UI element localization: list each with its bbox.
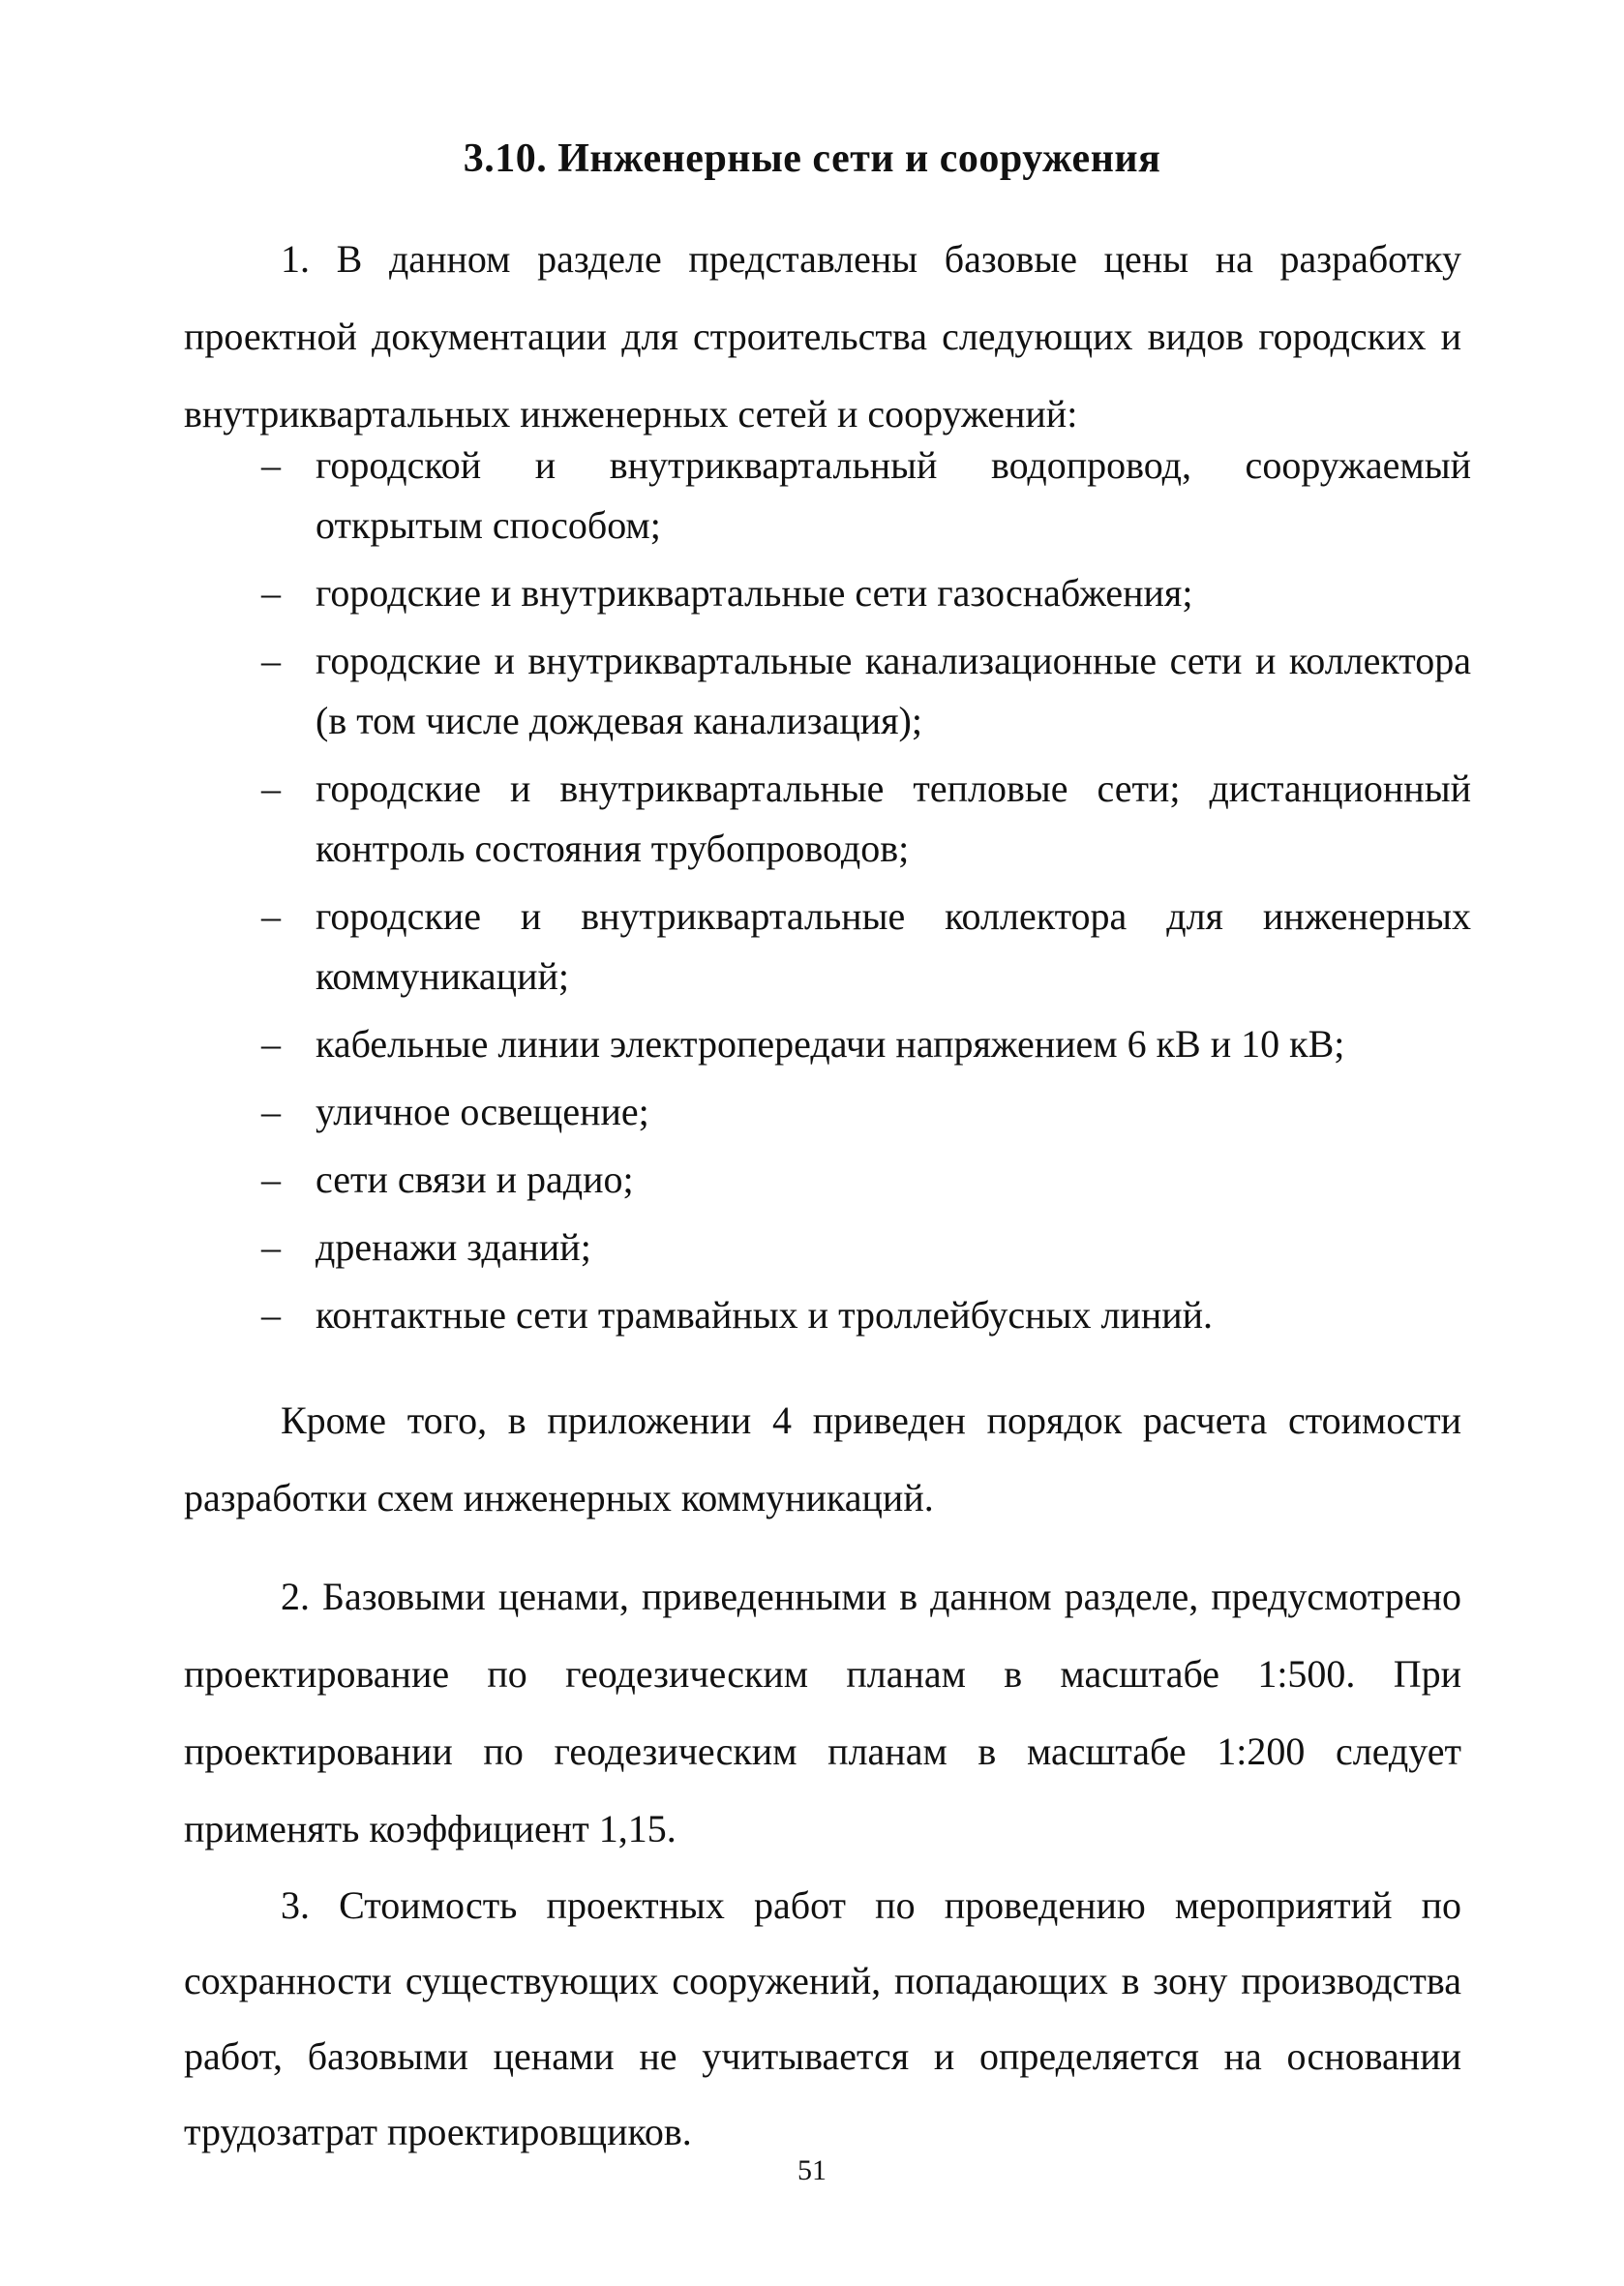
- list-item-text: уличное освещение;: [316, 1090, 649, 1133]
- paragraph-extra: Кроме того, в приложении 4 приведен порядок расчета стоимости разработки схем инженерных коммуникаций.: [184, 1399, 1461, 1519]
- dash-marker: –: [261, 894, 281, 938]
- list-item: [184, 1218, 1471, 1278]
- list-item-text: городские и внутриквартальные коллектора для инженерных коммуникаций;: [316, 894, 1471, 998]
- list-item: [184, 631, 1471, 751]
- dash-marker: –: [261, 1225, 281, 1269]
- list-item-text: сети связи и радио;: [316, 1158, 634, 1201]
- list-item: [184, 887, 1471, 1007]
- dash-marker: –: [261, 767, 281, 810]
- list-item-text: городские и внутриквартальные канализационные сети и коллектора (в том числе дождевая канализация);: [316, 639, 1471, 742]
- list-item: [184, 1285, 1471, 1345]
- list-item: [184, 1014, 1471, 1074]
- list-item: [184, 759, 1471, 879]
- paragraph-1: 1. В данном разделе представлены базовые цены на разработку проектной документации для строительства следующих видов городских и внутриквартальных инженерных сетей и сооружений:: [184, 237, 1461, 436]
- paragraph-2: 2. Базовыми ценами, приведенными в данном разделе, предусмотрено проектирование по геодезическим планам в масштабе 1:500. При проектировании по геодезическим планам в масштабе 1:200 следует применять коэффициент 1,15.: [184, 1575, 1461, 1850]
- dash-marker: –: [261, 1090, 281, 1133]
- dash-marker: –: [261, 1022, 281, 1066]
- list-item: [184, 436, 1471, 556]
- list-item: [184, 563, 1471, 623]
- dash-marker: –: [261, 1293, 281, 1337]
- list-item-text: дренажи зданий;: [316, 1225, 591, 1269]
- section-heading: 3.10. Инженерные сети и сооружения: [463, 136, 1161, 181]
- dash-marker: –: [261, 1158, 281, 1201]
- list-item-text: городской и внутриквартальный водопровод, сооружаемый открытым способом;: [316, 443, 1471, 547]
- list-item: [184, 1082, 1471, 1142]
- paragraph-3: 3. Стоимость проектных работ по проведению мероприятий по сохранности существующих сооружений, попадающих в зону производства работ, базовыми ценами не учитывается и определяется на основании трудозатрат проектировщиков.: [184, 1883, 1461, 2153]
- list-item: [184, 1150, 1471, 1210]
- network-types-list: [184, 436, 1471, 1353]
- list-item-text: городские и внутриквартальные тепловые сети; дистанционный контроль состояния трубопроводов;: [316, 767, 1471, 870]
- list-item-text: городские и внутриквартальные сети газоснабжения;: [316, 571, 1193, 615]
- dash-marker: –: [261, 443, 281, 487]
- page-number: 51: [797, 2154, 827, 2186]
- list-item-text: кабельные линии электропередачи напряжением 6 кВ и 10 кВ;: [316, 1022, 1345, 1066]
- list-item-text: контактные сети трамвайных и троллейбусных линий.: [316, 1293, 1214, 1337]
- dash-marker: –: [261, 571, 281, 615]
- dash-marker: –: [261, 639, 281, 682]
